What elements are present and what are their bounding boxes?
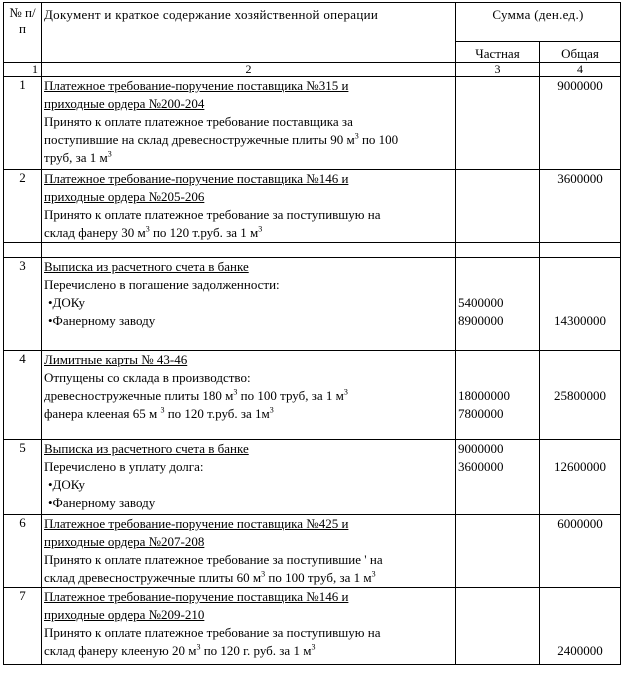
partial-value: 18000000 [458, 388, 510, 403]
operation-text: Принято к оплате платежное требование поставщика за [44, 114, 353, 129]
bullet-item: •Фанерному заводу [48, 495, 156, 510]
operation-text: Перечислено в уплату долга: [44, 459, 204, 474]
total-value: 25800000 [554, 388, 606, 403]
document-title: приходные ордера №200-204 [44, 96, 205, 111]
table-row [4, 440, 621, 515]
total-amount [540, 351, 621, 440]
row-number: 5 [4, 440, 42, 515]
operation-text: склад древесностружечные плиты 60 $м^3$ по 100 труб, за 1 $м^3$ [44, 569, 376, 585]
ledger-table [3, 2, 621, 665]
partial-value: 9000000 [458, 441, 504, 456]
operation-text: Принято к оплате платежное требование за поступившую на [44, 207, 381, 222]
table-row [4, 351, 621, 440]
column-index-cell: 3 [456, 63, 540, 77]
operation-description [42, 258, 456, 351]
column-index-cell: 1 [4, 63, 42, 77]
document-title: приходные ордера №207-208 [44, 534, 205, 549]
total-value: 12600000 [554, 459, 606, 474]
document-title: Платежное требование-поручение поставщика №146 и [44, 589, 349, 604]
header-row [4, 3, 621, 42]
row-number: 7 [4, 588, 42, 665]
table-row [4, 170, 621, 243]
total-amount: 9000000 [540, 77, 621, 170]
operation-description [42, 588, 456, 665]
operation-description [42, 351, 456, 440]
operation-text: поступившие на склад древесностружечные плиты 90 $м^3$ по 100 [44, 131, 399, 147]
partial-value: 3600000 [458, 459, 504, 474]
operation-text: труб, за 1 $м^3$ [44, 149, 112, 165]
total-value: 14300000 [554, 313, 606, 328]
operation-description [42, 170, 456, 243]
total-amount: 6000000 [540, 515, 621, 588]
bullet-item: •Фанерному заводу [48, 313, 156, 328]
operation-text: древесностружечные плиты 180 $м^3$ по 100 труб, за 1 $м^3$ [44, 387, 348, 403]
bullet-item: •ДОКу [48, 477, 86, 492]
total-amount [540, 258, 621, 351]
document-title: Лимитные карты № 43-46 [44, 352, 188, 367]
operation-text: Перечислено в погашение задолженности: [44, 277, 280, 292]
partial-value: 8900000 [458, 313, 504, 328]
partial-value: 7800000 [458, 406, 504, 421]
total-value: 2400000 [557, 643, 603, 658]
header-document: Документ и краткое содержание хозяйственной операции [42, 3, 456, 63]
operation-text: склад фанеру 30 $м^3$ по 120 т.руб. за 1 $м^3$ [44, 224, 263, 240]
table-row [4, 77, 621, 170]
row-number: 2 [4, 170, 42, 243]
partial-amount [456, 258, 540, 351]
header-number: № п/п [4, 3, 42, 63]
document-title: Платежное требование-поручение поставщика №146 и [44, 171, 349, 186]
document-title: Выписка из расчетного счета в банке [44, 259, 249, 274]
partial-amount [456, 515, 540, 588]
operation-text: Отпущены со склада в производство: [44, 370, 251, 385]
document-title: приходные ордера №209-210 [44, 607, 205, 622]
row-number: 4 [4, 351, 42, 440]
total-amount [540, 588, 621, 665]
empty-cell [4, 243, 42, 258]
bullet-item: •ДОКу [48, 295, 86, 310]
document-title: Платежное требование-поручение поставщика №315 и [44, 78, 349, 93]
partial-amount [456, 440, 540, 515]
partial-amount [456, 170, 540, 243]
operation-description [42, 440, 456, 515]
operation-description [42, 77, 456, 170]
document-title: приходные ордера №205-206 [44, 189, 205, 204]
operation-text: фанера клееная 65 м $^3$ по 120 т.руб. за $1м^3$ [44, 405, 274, 421]
empty-cell [42, 243, 456, 258]
partial-value: 5400000 [458, 295, 504, 310]
column-index-cell: 4 [540, 63, 621, 77]
partial-amount [456, 77, 540, 170]
operation-text: Принято к оплате платежное требование за поступившие ' на [44, 552, 383, 567]
header-partial: Частная [456, 42, 540, 63]
column-index-row [4, 63, 621, 77]
partial-amount [456, 588, 540, 665]
row-number: 1 [4, 77, 42, 170]
empty-cell [456, 243, 540, 258]
header-total: Общая [540, 42, 621, 63]
row-number: 3 [4, 258, 42, 351]
total-amount [540, 440, 621, 515]
table-row [4, 258, 621, 351]
empty-cell [540, 243, 621, 258]
partial-amount [456, 351, 540, 440]
table-row [4, 588, 621, 665]
operation-description [42, 515, 456, 588]
empty-row [4, 243, 621, 258]
table-row [4, 515, 621, 588]
document-title: Платежное требование-поручение поставщика №425 и [44, 516, 349, 531]
operation-text: Принято к оплате платежное требование за поступившую на [44, 625, 381, 640]
document-title: Выписка из расчетного счета в банке [44, 441, 249, 456]
operation-text: склад фанеру клееную 20 $м^3$ по 120 г. руб. за 1 $м^3$ [44, 642, 316, 658]
header-sum: Сумма (ден.ед.) [456, 3, 621, 42]
column-index-cell: 2 [42, 63, 456, 77]
total-amount: 3600000 [540, 170, 621, 243]
row-number: 6 [4, 515, 42, 588]
